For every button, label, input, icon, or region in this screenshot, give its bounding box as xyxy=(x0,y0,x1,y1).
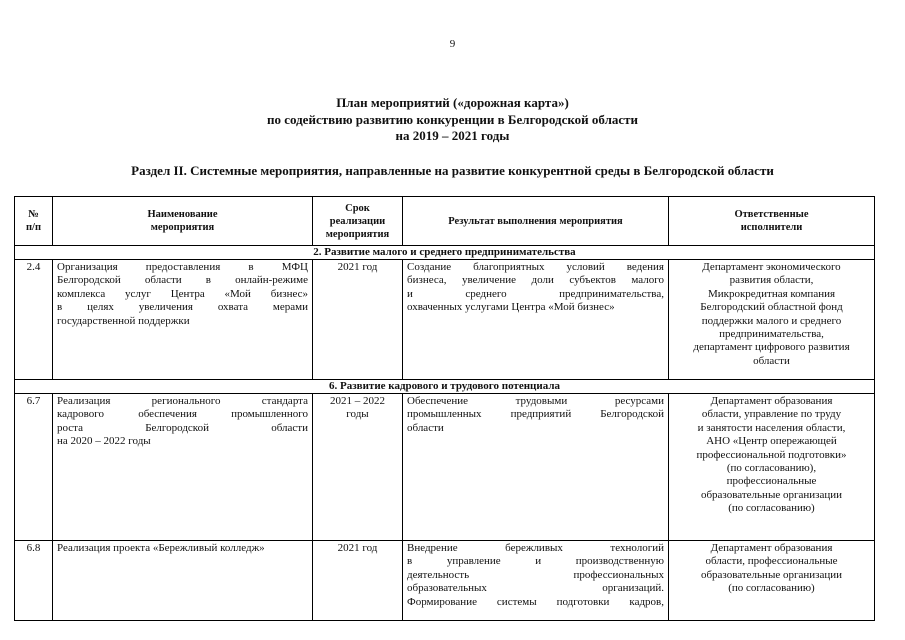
header-num: № п/п xyxy=(15,197,53,246)
table-row xyxy=(15,260,875,380)
section-heading: 6. Развитие кадрового и трудового потенциала xyxy=(15,380,875,394)
section-heading: 2. Развитие малого и среднего предпринимательства xyxy=(15,246,875,260)
event-term: 2021 год xyxy=(313,260,403,380)
title-line-2: по содействию развитию конкуренции в Белгородской области xyxy=(266,111,639,127)
event-executors: Департамент образования области, управление по труду и занятости населения области, АНО «Центр опережающей профессиональной подготовки» (по согласованию), профессиональные образовательные организации (по согласованию) xyxy=(669,394,875,541)
event-term: 2021 год xyxy=(313,541,403,621)
header-name: Наименование мероприятия xyxy=(53,197,313,246)
row-number: 2.4 xyxy=(15,260,53,380)
section-row xyxy=(15,380,875,394)
event-name: Организация предоставления в МФЦ Белгородской области в онлайн-режиме комплекса услуг Центра «Мой бизнес» в целях увеличения охвата мерами государственной поддержки xyxy=(53,260,313,380)
event-name: Реализация регионального стандарта кадрового обеспечения промышленного роста Белгородской области на 2020 – 2022 годы xyxy=(53,394,313,541)
header-term: Срок реализации мероприятия xyxy=(313,197,403,246)
header-executors: Ответственные исполнители xyxy=(669,197,875,246)
event-result: Создание благоприятных условий ведения бизнеса, увеличение доли субъектов малого и среднего предпринимательства, охваченных услугами Центра «Мой бизнес» xyxy=(403,260,669,380)
event-name: Реализация проекта «Бережливый колледж» xyxy=(53,541,313,621)
document-title xyxy=(0,95,905,145)
roadmap-table xyxy=(14,196,875,621)
row-number: 6.7 xyxy=(15,394,53,541)
event-result: Внедрение бережливых технологий в управление и производственную деятельность профессиональных образовательных организаций. Формирование системы подготовки кадров, xyxy=(403,541,669,621)
event-executors: Департамент образования области, профессиональные образовательные организации (по согласованию) xyxy=(669,541,875,621)
section-title: Раздел II. Системные мероприятия, направленные на развитие конкурентной среды в Белгородской области xyxy=(131,163,774,178)
section-row xyxy=(15,246,875,260)
table-row xyxy=(15,541,875,621)
table-row xyxy=(15,394,875,541)
event-result: Обеспечение трудовыми ресурсами промышленных предприятий Белгородской области xyxy=(403,394,669,541)
title-line-1: План мероприятий («дорожная карта») xyxy=(336,95,569,110)
table-header-row xyxy=(15,197,875,246)
title-line-3: на 2019 – 2021 годы xyxy=(395,128,510,143)
event-term: 2021 – 2022 годы xyxy=(313,394,403,541)
page-number: 9 xyxy=(449,38,456,50)
event-executors: Департамент экономического развития области, Микрокредитная компания Белгородский областной фонд поддержки малого и среднего предпринимательства, департамент цифрового развития области xyxy=(669,260,875,380)
header-result: Результат выполнения мероприятия xyxy=(403,197,669,246)
row-number: 6.8 xyxy=(15,541,53,621)
